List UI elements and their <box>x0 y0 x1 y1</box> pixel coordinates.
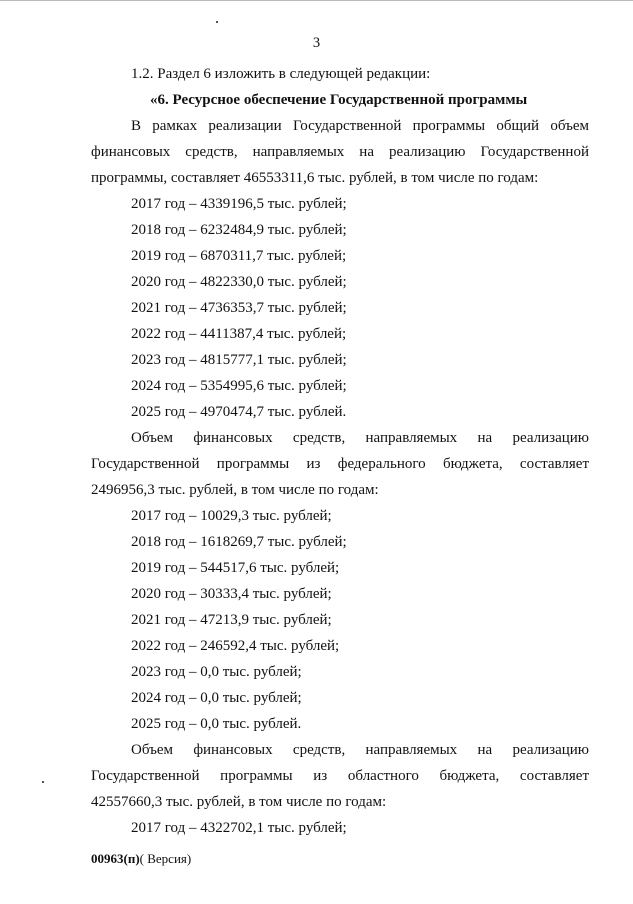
scan-speck <box>42 781 44 783</box>
footer-document-code <box>91 851 191 867</box>
federal-year-item: 2024 год – 0,0 тыс. рублей; <box>131 690 302 706</box>
federal-year-item: 2025 год – 0,0 тыс. рублей. <box>131 716 302 732</box>
federal-year-item: 2020 год – 30333,4 тыс. рублей; <box>131 586 332 602</box>
paragraph-regional-line: 42557660,3 тыс. рублей, в том числе по годам: <box>91 794 387 810</box>
federal-year-item: 2018 год – 1618269,7 тыс. рублей; <box>131 534 347 550</box>
total-year-item: 2022 год – 4411387,4 тыс. рублей; <box>131 326 347 342</box>
total-year-item: 2023 год – 4815777,1 тыс. рублей; <box>131 352 347 368</box>
paragraph-total-line: программы, составляет 46553311,6 тыс. рублей, в том числе по годам: <box>91 170 539 186</box>
footer-code: 00963(п) <box>91 851 140 866</box>
section-heading: «6. Ресурсное обеспечение Государственной программы <box>150 92 528 108</box>
federal-year-item: 2023 год – 0,0 тыс. рублей; <box>131 664 302 680</box>
regional-year-item: 2017 год – 4322702,1 тыс. рублей; <box>131 820 347 836</box>
paragraph-total-line: В рамках реализации Государственной программы общий объем <box>131 118 589 134</box>
federal-year-item: 2022 год – 246592,4 тыс. рублей; <box>131 638 340 654</box>
paragraph-regional-line: Объем финансовых средств, направляемых на реализацию <box>131 742 589 758</box>
scan-speck <box>216 21 218 23</box>
paragraph-federal-line: 2496956,3 тыс. рублей, в том числе по годам: <box>91 482 379 498</box>
total-year-item: 2017 год – 4339196,5 тыс. рублей; <box>131 196 347 212</box>
intro-line: 1.2. Раздел 6 изложить в следующей редакции: <box>131 66 431 82</box>
paragraph-total-line: финансовых средств, направляемых на реализацию Государственной <box>91 144 589 160</box>
footer-version: ( Версия) <box>139 851 192 866</box>
federal-year-item: 2019 год – 544517,6 тыс. рублей; <box>131 560 340 576</box>
paragraph-federal-line: Объем финансовых средств, направляемых на реализацию <box>131 430 589 446</box>
total-year-item: 2020 год – 4822330,0 тыс. рублей; <box>131 274 347 290</box>
paragraph-federal-line: Государственной программы из федерального бюджета, составляет <box>91 456 589 472</box>
total-year-item: 2025 год – 4970474,7 тыс. рублей. <box>131 404 347 420</box>
page-number: 3 <box>312 35 321 51</box>
total-year-item: 2018 год – 6232484,9 тыс. рублей; <box>131 222 347 238</box>
federal-year-item: 2021 год – 47213,9 тыс. рублей; <box>131 612 332 628</box>
total-year-item: 2024 год – 5354995,6 тыс. рублей; <box>131 378 347 394</box>
scan-top-edge <box>0 0 633 1</box>
total-year-item: 2021 год – 4736353,7 тыс. рублей; <box>131 300 347 316</box>
federal-year-item: 2017 год – 10029,3 тыс. рублей; <box>131 508 332 524</box>
paragraph-regional-line: Государственной программы из областного бюджета, составляет <box>91 768 589 784</box>
total-year-item: 2019 год – 6870311,7 тыс. рублей; <box>131 248 347 264</box>
